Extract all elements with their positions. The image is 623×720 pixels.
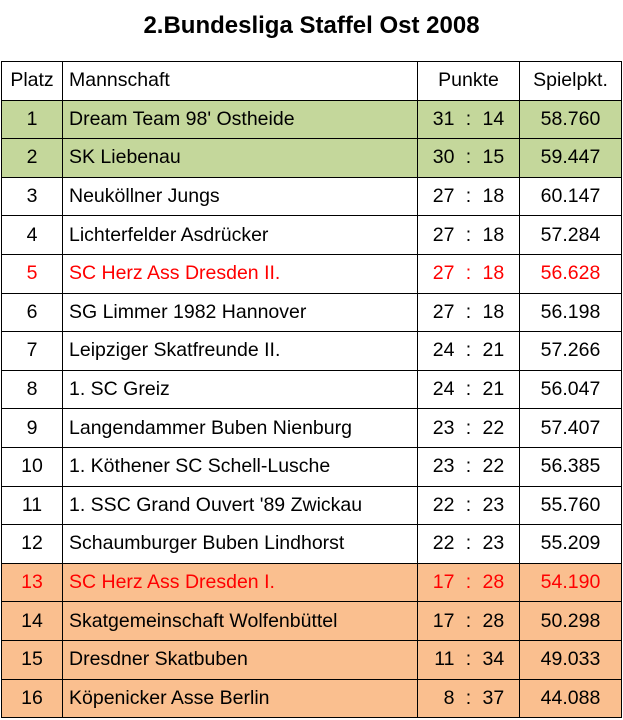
team-name-cell: 1. SC Greiz	[63, 370, 418, 409]
spielpkt-cell: 54.190	[520, 563, 622, 602]
table-row	[2, 640, 622, 679]
table-row	[2, 177, 622, 216]
punkte-cell	[418, 332, 520, 371]
points-plus: 23	[432, 416, 455, 439]
header-spielpkt: Spielpkt.	[520, 62, 622, 101]
table-row	[2, 447, 622, 486]
points-separator: :	[465, 455, 472, 478]
team-name-cell: 1. Köthener SC Schell-Lusche	[63, 447, 418, 486]
points-minus: 18	[482, 223, 505, 246]
spielpkt-cell: 55.209	[520, 525, 622, 564]
points-separator: :	[465, 146, 472, 169]
punkte-cell	[418, 216, 520, 255]
points-minus: 18	[482, 262, 505, 285]
table-row	[2, 679, 622, 718]
punkte-cell	[418, 177, 520, 216]
table-row	[2, 602, 622, 641]
points-minus: 18	[482, 185, 505, 208]
table-row	[2, 525, 622, 564]
team-name-cell: 1. SSC Grand Ouvert '89 Zwickau	[63, 486, 418, 525]
points-plus: 8	[443, 686, 455, 709]
points-separator: :	[465, 185, 472, 208]
platz-cell: 11	[2, 486, 63, 525]
team-name-cell: Dresdner Skatbuben	[63, 640, 418, 679]
punkte-cell	[418, 640, 520, 679]
platz-cell: 2	[2, 139, 63, 178]
platz-cell: 1	[2, 100, 63, 139]
team-name-cell: SG Limmer 1982 Hannover	[63, 293, 418, 332]
points-separator: :	[465, 571, 472, 594]
table-row	[2, 409, 622, 448]
points-plus: 31	[432, 107, 455, 130]
platz-cell: 15	[2, 640, 63, 679]
punkte-cell	[418, 525, 520, 564]
team-name-cell: Langendammer Buben Nienburg	[63, 409, 418, 448]
points-separator: :	[465, 378, 472, 401]
platz-cell: 12	[2, 525, 63, 564]
punkte-cell	[418, 254, 520, 293]
punkte-cell	[418, 563, 520, 602]
platz-cell: 3	[2, 177, 63, 216]
table-row	[2, 139, 622, 178]
points-minus: 28	[482, 609, 505, 632]
punkte-cell	[418, 370, 520, 409]
spielpkt-cell: 56.628	[520, 254, 622, 293]
points-separator: :	[465, 416, 472, 439]
spielpkt-cell: 55.760	[520, 486, 622, 525]
spielpkt-cell: 57.284	[520, 216, 622, 255]
platz-cell: 8	[2, 370, 63, 409]
spielpkt-cell: 60.147	[520, 177, 622, 216]
punkte-cell	[418, 293, 520, 332]
points-separator: :	[465, 223, 472, 246]
points-minus: 21	[482, 378, 505, 401]
points-plus: 24	[432, 339, 455, 362]
page-title: 2.Bundesliga Staffel Ost 2008	[143, 12, 480, 39]
points-plus: 17	[432, 609, 455, 632]
spielpkt-cell: 56.385	[520, 447, 622, 486]
table-row	[2, 254, 622, 293]
points-separator: :	[465, 300, 472, 323]
points-minus: 37	[482, 686, 505, 709]
points-plus: 27	[432, 223, 455, 246]
punkte-cell	[418, 602, 520, 641]
spielpkt-cell: 50.298	[520, 602, 622, 641]
header-platz: Platz	[2, 62, 63, 101]
table-row	[2, 563, 622, 602]
punkte-cell	[418, 447, 520, 486]
team-name-cell: SC Herz Ass Dresden II.	[63, 254, 418, 293]
points-minus: 22	[482, 455, 505, 478]
platz-cell: 13	[2, 563, 63, 602]
platz-cell: 9	[2, 409, 63, 448]
platz-cell: 7	[2, 332, 63, 371]
team-name-cell: Schaumburger Buben Lindhorst	[63, 525, 418, 564]
punkte-cell	[418, 486, 520, 525]
points-separator: :	[465, 493, 472, 516]
points-minus: 18	[482, 300, 505, 323]
points-plus: 22	[432, 532, 455, 555]
points-minus: 23	[482, 493, 505, 516]
punkte-cell	[418, 679, 520, 718]
standings-table	[1, 61, 622, 718]
platz-cell: 14	[2, 602, 63, 641]
points-minus: 15	[482, 146, 505, 169]
platz-cell: 6	[2, 293, 63, 332]
points-plus: 24	[432, 378, 455, 401]
team-name-cell: Köpenicker Asse Berlin	[63, 679, 418, 718]
points-plus: 17	[432, 571, 455, 594]
points-plus: 11	[434, 648, 455, 671]
table-row	[2, 293, 622, 332]
points-separator: :	[465, 532, 472, 555]
platz-cell: 16	[2, 679, 63, 718]
points-separator: :	[465, 339, 472, 362]
spielpkt-cell: 44.088	[520, 679, 622, 718]
points-minus: 22	[482, 416, 505, 439]
points-separator: :	[465, 648, 472, 671]
header-mannschaft: Mannschaft	[63, 62, 418, 101]
points-minus: 28	[482, 571, 505, 594]
team-name-cell: Leipziger Skatfreunde II.	[63, 332, 418, 371]
spielpkt-cell: 57.407	[520, 409, 622, 448]
points-plus: 27	[432, 300, 455, 323]
spielpkt-cell: 59.447	[520, 139, 622, 178]
points-plus: 23	[432, 455, 455, 478]
team-name-cell: SK Liebenau	[63, 139, 418, 178]
points-plus: 30	[432, 146, 455, 169]
points-separator: :	[465, 107, 472, 130]
header-punkte: Punkte	[418, 62, 520, 101]
points-minus: 14	[482, 107, 505, 130]
platz-cell: 5	[2, 254, 63, 293]
points-minus: 21	[482, 339, 505, 362]
punkte-cell	[418, 139, 520, 178]
points-minus: 34	[482, 648, 505, 671]
points-separator: :	[465, 686, 472, 709]
spielpkt-cell: 56.047	[520, 370, 622, 409]
points-minus: 23	[482, 532, 505, 555]
table-row	[2, 332, 622, 371]
team-name-cell: Lichterfelder Asdrücker	[63, 216, 418, 255]
header-row	[2, 62, 622, 101]
table-row	[2, 486, 622, 525]
platz-cell: 4	[2, 216, 63, 255]
spielpkt-cell: 49.033	[520, 640, 622, 679]
team-name-cell: Skatgemeinschaft Wolfenbüttel	[63, 602, 418, 641]
platz-cell: 10	[2, 447, 63, 486]
team-name-cell: Neuköllner Jungs	[63, 177, 418, 216]
points-separator: :	[465, 262, 472, 285]
team-name-cell: SC Herz Ass Dresden I.	[63, 563, 418, 602]
points-plus: 27	[432, 262, 455, 285]
table-row	[2, 370, 622, 409]
spielpkt-cell: 56.198	[520, 293, 622, 332]
team-name-cell: Dream Team 98' Ostheide	[63, 100, 418, 139]
punkte-cell	[418, 100, 520, 139]
points-plus: 22	[432, 493, 455, 516]
points-separator: :	[465, 609, 472, 632]
spielpkt-cell: 57.266	[520, 332, 622, 371]
table-row	[2, 216, 622, 255]
points-plus: 27	[432, 185, 455, 208]
punkte-cell	[418, 409, 520, 448]
table-row	[2, 100, 622, 139]
spielpkt-cell: 58.760	[520, 100, 622, 139]
